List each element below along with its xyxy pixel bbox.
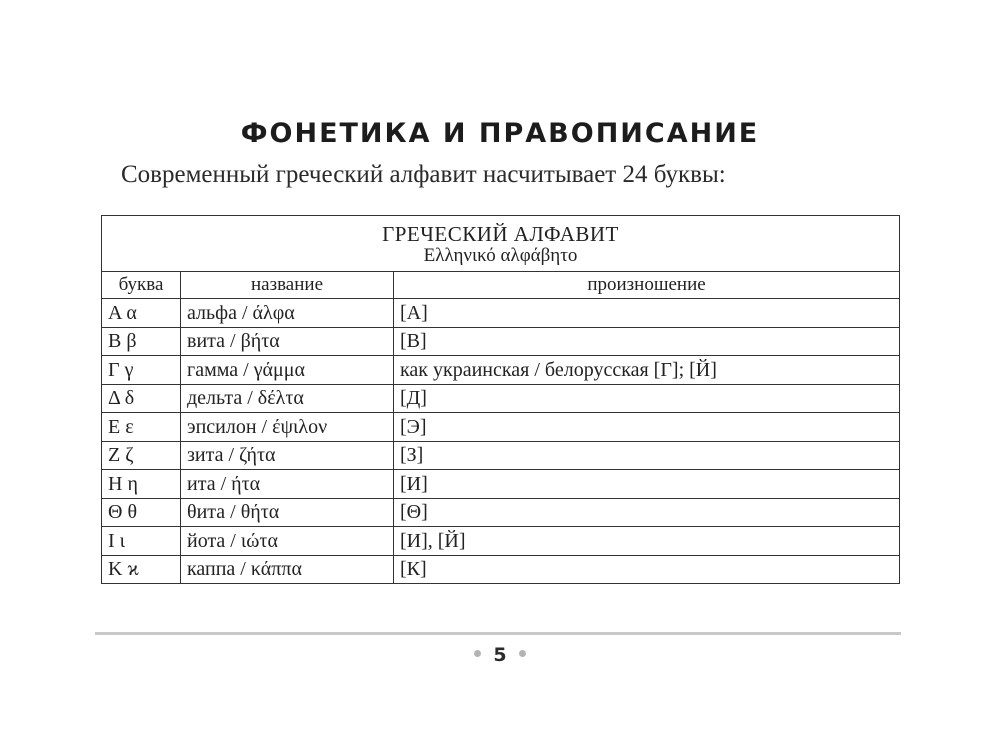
cell-letter: Δ δ <box>102 384 181 413</box>
table-caption <box>102 216 900 272</box>
footer-divider <box>95 632 901 635</box>
page-number-dot-right <box>519 650 526 657</box>
table-header-row <box>102 272 900 299</box>
table-row <box>102 299 900 328</box>
intro-text: Современный греческий алфавит насчитывает 24 буквы: <box>121 161 726 188</box>
page-title: ФОНЕТИКА И ПРАВОПИСАНИЕ <box>240 118 760 149</box>
table-caption-row <box>102 216 900 272</box>
table-row <box>102 470 900 499</box>
cell-pronunciation: [З] <box>394 441 900 470</box>
table-row <box>102 555 900 584</box>
table-row <box>102 327 900 356</box>
cell-pronunciation: [К] <box>394 555 900 584</box>
cell-pronunciation: [И], [Й] <box>394 527 900 556</box>
cell-name: йота / ιώτα <box>181 527 394 556</box>
cell-name: θита / θήτα <box>181 498 394 527</box>
cell-name: гамма / γάμμα <box>181 356 394 385</box>
cell-pronunciation: [Э] <box>394 413 900 442</box>
table-caption-ru: ГРЕЧЕСКИЙ АЛФАВИТ <box>382 221 619 246</box>
greek-alphabet-table <box>101 215 900 584</box>
cell-pronunciation: [В] <box>394 327 900 356</box>
cell-name: ита / ήτα <box>181 470 394 499</box>
table-row <box>102 384 900 413</box>
table-row <box>102 356 900 385</box>
cell-name: зита / ζήτα <box>181 441 394 470</box>
header-pronunciation: произношение <box>394 272 900 299</box>
cell-letter: Η η <box>102 470 181 499</box>
cell-letter: Γ γ <box>102 356 181 385</box>
cell-letter: Β β <box>102 327 181 356</box>
cell-pronunciation: [Д] <box>394 384 900 413</box>
cell-letter: Κ ϰ <box>102 555 181 584</box>
cell-name: альфа / άλφα <box>181 299 394 328</box>
cell-pronunciation: как украинская / белорусская [Г]; [Й] <box>394 356 900 385</box>
cell-letter: Θ θ <box>102 498 181 527</box>
cell-name: вита / βήτα <box>181 327 394 356</box>
page-footer <box>0 644 1000 666</box>
table-caption-el: Ελληνικό αλφάβητο <box>423 244 578 266</box>
header-name: название <box>181 272 394 299</box>
table-row <box>102 441 900 470</box>
header-letter: буква <box>102 272 181 299</box>
table-row <box>102 527 900 556</box>
page-number: 5 <box>493 644 507 666</box>
cell-pronunciation: [Θ] <box>394 498 900 527</box>
table-row <box>102 413 900 442</box>
cell-letter: Α α <box>102 299 181 328</box>
table-row <box>102 498 900 527</box>
cell-name: дельта / δέλτα <box>181 384 394 413</box>
cell-letter: Ε ε <box>102 413 181 442</box>
cell-letter: Ι ι <box>102 527 181 556</box>
cell-pronunciation: [И] <box>394 470 900 499</box>
cell-letter: Ζ ζ <box>102 441 181 470</box>
cell-pronunciation: [А] <box>394 299 900 328</box>
cell-name: каппа / κάππα <box>181 555 394 584</box>
page-number-dot-left <box>474 650 481 657</box>
cell-name: эпсилон / έψιλον <box>181 413 394 442</box>
